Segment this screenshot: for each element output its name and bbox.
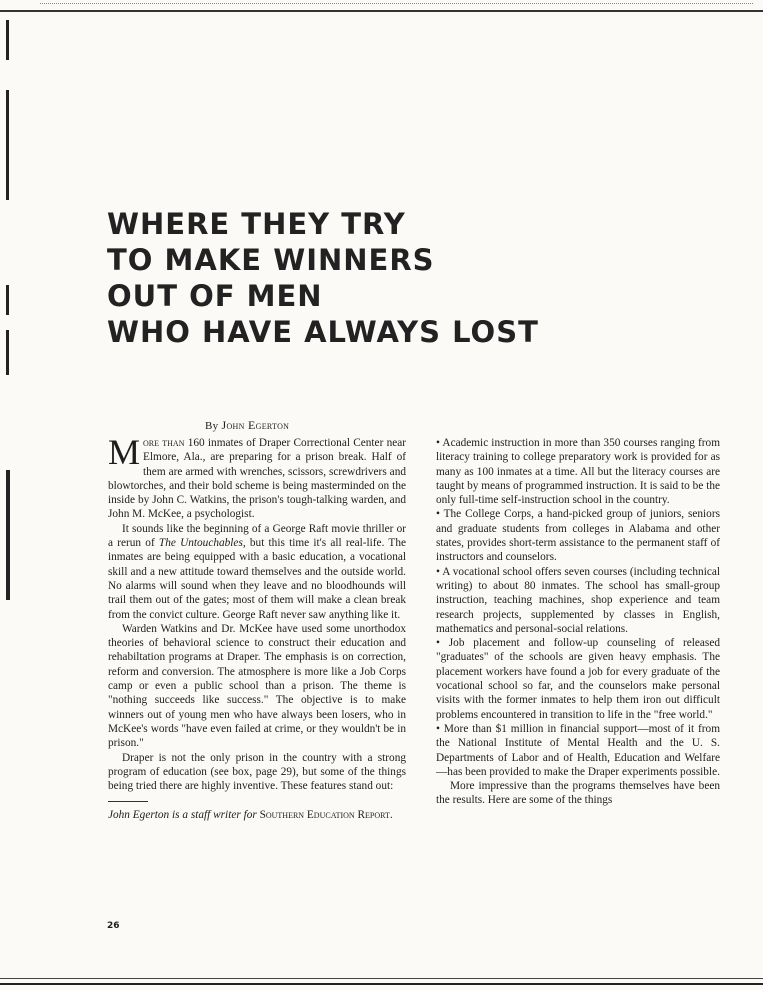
bullet-paragraph: • More than $1 million in financial support—most of it from the National Institute of Mental Health and the U. S. Departments of Labor and of Health, Education and Welfare—has been provided to make the Draper experiments possible. (436, 722, 720, 778)
drop-cap: M (108, 432, 141, 472)
show-title: The Untouchables, (158, 537, 246, 550)
headline-line: WHO HAVE ALWAYS LOST (107, 315, 539, 349)
scan-mark (6, 20, 9, 60)
scan-rule (0, 978, 763, 979)
scan-mark (6, 90, 9, 200)
headline-line: OUT OF MEN (107, 279, 323, 313)
paragraph-text: It sounds like the beginning of a George Raft movie thriller or a rerun of (108, 522, 406, 550)
article-paragraph (108, 522, 406, 622)
article-paragraph (108, 432, 407, 522)
headline-line: TO MAKE WINNERS (107, 243, 435, 277)
footnote-text: John Egerton is a staff writer for (108, 809, 260, 822)
headline-line: WHERE THEY TRY (107, 207, 406, 241)
article-headline (107, 206, 627, 350)
bullet-paragraph: • The College Corps, a hand-picked group of juniors, seniors and graduate students from colleges in Alabama and other states, provides short-term assistance to the permanent staff of instructors and counselors. (436, 508, 720, 564)
scan-mark (6, 470, 10, 600)
scan-edge-left (0, 0, 22, 990)
bullet-paragraph: • Academic instruction in more than 350 courses ranging from literacy training to college preparatory work is provided for as many as 100 inmates at a time. All but the literacy courses are taught by means of programmed instruction. It is said to be the only full-time self-instruction school in the country. (436, 437, 720, 507)
scan-mark (6, 285, 9, 315)
scan-mark (6, 330, 9, 375)
paragraph-text: 160 inmates of Draper Correctional Center near Elmore, Ala., are preparing for a prison break. Half of them are armed with wrenches, scissors, screwdrivers and blowtorches, and their bold scheme is being masterminded on the inside by John C. Watkins, the prison's tough-talking warden, and John M. McKee, a psychologist. (108, 437, 407, 521)
scan-dotted-line (40, 3, 753, 4)
author-footnote (108, 808, 406, 822)
footnote-rule (108, 801, 148, 802)
article-paragraph: More impressive than the programs themselves have been the results. Here are some of the things (436, 780, 720, 807)
lead-smallcaps: ore than (143, 437, 185, 449)
bullet-paragraph: • A vocational school offers seven courses (including technical writing) to about 80 inmates. The school has small-group instruction, teaching machines, shop experience and team research projects, supplemented by classes in English, mathematics and personal-social relations. (436, 565, 720, 635)
byline (205, 418, 289, 433)
byline-prefix: By (205, 420, 219, 432)
scan-rule (0, 10, 763, 12)
paragraph-text: but this time it's all real-life. The inmates are being equipped with a basic education, a vocational skill and a new attitude toward themselves and the outside world. No alarms will sound when they leave and no bloodhounds will trail them out of the gates; most of them will make a clean break from the convict culture. George Raft never saw anything like it. (108, 537, 406, 621)
page-number: 26 (107, 921, 120, 931)
scan-rule (0, 983, 763, 985)
article-paragraph: Draper is not the only prison in the country with a strong program of education (see box, page 29), but some of the things being tried there are highly inventive. These features stand out: (108, 751, 406, 793)
publication-name: Southern Education Report. (259, 809, 393, 822)
bullet-paragraph: • Job placement and follow-up counseling of released "graduates" of the schools are given heavy emphasis. The placement workers have found a job for every graduate of the vocational school so far, and the counselors make personal visits with the former inmates to help them iron out difficult problems encountered in transition to life in the "free world." (436, 637, 720, 721)
scan-edge-bottom (0, 978, 763, 988)
article-paragraph: Warden Watkins and Dr. McKee have used some unorthodox theories of behavioral science to construct their education and rehabiltation programs at Draper. The emphasis is on correction, reform and conversion. The atmosphere is more like a Job Corps camp or even a public school than a prison. The theme is "nothing succeeds like success." The objective is to make winners out of young men who have always been losers, who in McKee's words "have even failed at crime, or they wouldn't be in prison." (108, 622, 406, 750)
left-column (108, 432, 407, 823)
scan-edge-top (0, 0, 763, 14)
right-column (436, 436, 720, 808)
byline-author: John Egerton (221, 418, 290, 432)
